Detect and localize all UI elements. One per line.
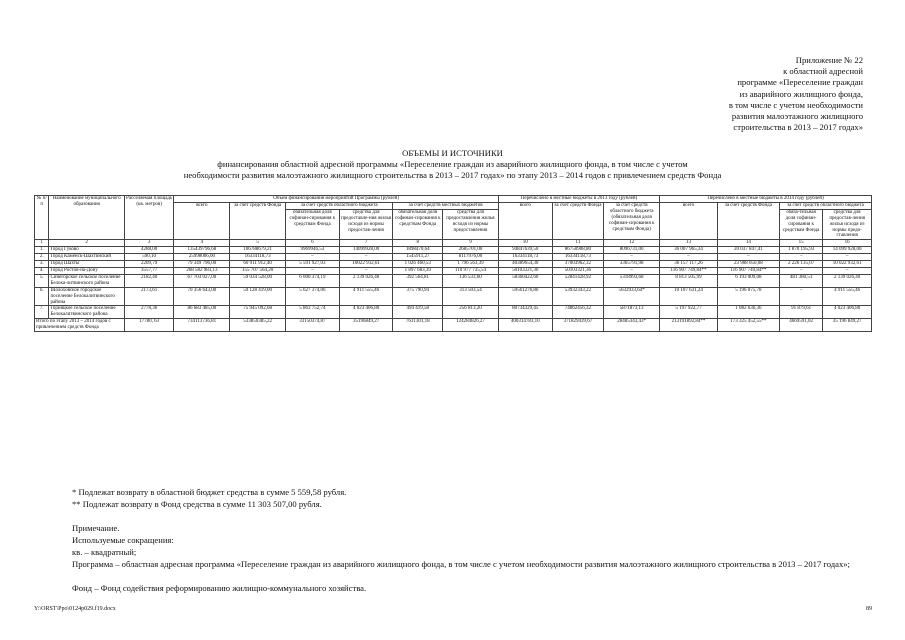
municipality-name: Шолоховское городское поселение Белокалитвинского района (49, 287, 124, 306)
table-cell: 59561276,86 (498, 287, 552, 306)
header-mandatory-local: обязательная доля софинан-сирования к средствам Фонда (393, 209, 443, 240)
table-cell: 36 157 117,26 (660, 261, 718, 268)
table-cell: 2778,36 (124, 306, 174, 319)
header-fund-2014: за счет средств Фонда (717, 202, 779, 239)
appendix-line: строительства в 2013 – 2017 годах» (733, 122, 863, 133)
table-cell: 2173,61 (124, 287, 174, 306)
table-cell: 94847639,50 (498, 247, 552, 254)
table-cell: 58360422,60 (498, 274, 552, 287)
col-number: 10 (498, 240, 552, 247)
col-number: 16 (823, 240, 872, 247)
row-number: 1. (35, 247, 49, 254)
table-cell: – (604, 254, 660, 261)
table-cell: 50103321,36 (498, 267, 552, 274)
table-cell: 50103321,36 (552, 267, 604, 274)
table-cell: 400314783,10 (498, 319, 552, 332)
table-cell: 1 870 195,93 (779, 247, 822, 254)
page-number: 89 (866, 606, 872, 612)
table-cell: 3365791,98 (604, 261, 660, 268)
col-number: 9 (443, 240, 499, 247)
row-number: 4. (35, 267, 49, 274)
table-cell: 16334118,73 (552, 254, 604, 261)
table-cell: 4 023 406,80 (823, 306, 872, 319)
header-total-2014: всего (660, 202, 718, 239)
file-path: Y:\ORST\Ppo\0124p029.f19.docx (34, 606, 116, 612)
municipality-name: Горняцкое сельское поселение Белокалитвинского района (49, 306, 124, 319)
table-cell: 4 911 555,46 (339, 287, 393, 306)
col-number: 15 (779, 240, 822, 247)
table-cell: 75 945 092,68 (230, 306, 286, 319)
table-row (35, 267, 872, 274)
col-number: 14 (717, 240, 779, 247)
table-cell: 3557,77 (124, 267, 174, 274)
table-row (35, 274, 872, 287)
table-cell: 52841428,92 (552, 274, 604, 287)
table-cell: 590,10 (124, 254, 174, 261)
municipality-name: Город Шахты (49, 261, 124, 268)
table-cell: – (779, 254, 822, 261)
table-cell: 2 139 026,40 (823, 274, 872, 287)
document-title: ОБЪЕМЫ И ИСТОЧНИКИ (402, 148, 503, 158)
table-body (35, 247, 872, 319)
col-number: 12 (604, 240, 660, 247)
table-cell: 53932343,22 (552, 287, 604, 306)
municipality-name: Город Каменск-Шахтинский (49, 254, 124, 261)
abbreviation-item: Фонд – Фонд содействия реформированию жилищно-коммунального хозяйства. (72, 583, 367, 593)
table-cell: 5871873,13 (604, 306, 660, 319)
table-cell: 1 082 636,36 (717, 306, 779, 319)
table-cell: 135439796,68 (174, 247, 230, 254)
appendix-header (643, 55, 863, 133)
table-row (35, 254, 872, 261)
table-cell: 1 026 460,53 (393, 261, 443, 268)
table-cell: 4288,00 (124, 247, 174, 254)
appendix-line: развития малоэтажного жилищного (731, 111, 863, 122)
table-cell: 533850385,22 (230, 319, 286, 332)
table-cell: 59 034 528,00 (230, 274, 286, 287)
table-cell: 106788679,21 (230, 247, 286, 254)
header-volume: Объем финансирования мероприятий Программы (рублей) (174, 196, 498, 203)
footnote-regional-return: * Подлежат возврату в областной бюджет средства в сумме 5 559,58 рубля. (72, 487, 347, 497)
table-cell: 2182,40 (124, 274, 174, 287)
table-row (35, 287, 872, 306)
table-cell: 155 707 564,20 (230, 267, 286, 274)
table-cell: 734113736,81 (174, 319, 230, 332)
table-cell: – (717, 254, 779, 261)
header-mandatory-2014: обяза-тельная доля софинан-сирования к средствам Фонда (779, 209, 822, 240)
header-regional-2014: за счет средств областного бюджета (779, 202, 871, 209)
col-number: 5 (230, 240, 286, 247)
header-extra-regional: средства для предоставле-ния жилья исходя из нормы предостав-ления (339, 209, 393, 240)
financing-table (34, 195, 872, 332)
table-cell: 4 911 555,46 (823, 287, 872, 306)
table-cell: 10022 932,61 (339, 261, 393, 268)
header-fund: за счет средств Фонда (230, 202, 286, 239)
table-cell: 8 813 505,99 (660, 274, 718, 287)
table-cell: 14 099 928,00 (823, 247, 872, 254)
table-cell: 375 790,94 (393, 287, 443, 306)
table-cell: 59 128 419,00 (230, 287, 286, 306)
col-number: 8 (393, 240, 443, 247)
appendix-line: к областной адресной (783, 66, 863, 77)
table-cell: 136 533,60 (443, 274, 499, 287)
table-cell: 74862456,32 (552, 306, 604, 319)
total-row (35, 319, 872, 332)
table-cell: 1 897 683,39 (393, 267, 443, 274)
header-name: Наименование муниципального образования (49, 196, 124, 240)
header-num: № п/п (35, 196, 49, 240)
table-row (35, 247, 872, 254)
table-cell: 33150374,87 (286, 319, 340, 332)
appendix-line: Приложение № 22 (795, 55, 863, 65)
note-heading: Примечание. (72, 523, 120, 533)
table-cell: 60 911 912,40 (230, 261, 286, 268)
col-number: 4 (174, 240, 230, 247)
table-cell: 70 356 643,00 (174, 287, 230, 306)
table-cell: 110 977 735,54 (443, 267, 499, 274)
table-cell: 9969946,53 (286, 247, 340, 254)
table-cell: 268 582 983,13 (174, 267, 230, 274)
header-extra-2014: средства для предостав-ления жилья исходя из нормы предо-ставления (823, 209, 872, 240)
table-cell: 80734329,45 (498, 306, 552, 319)
table-cell: 4 023 406,80 (339, 306, 393, 319)
col-number: 3 (124, 240, 174, 247)
table-cell: 86750908,80 (552, 247, 604, 254)
table-cell: 1545911,27 (393, 254, 443, 261)
header-fund-2013: за счет средств Фонда (552, 202, 604, 239)
table-cell: 28485343,43* (604, 319, 660, 332)
row-number: 5. (35, 274, 49, 287)
table-cell: 16334118,73 (230, 254, 286, 261)
table-cell: 124284826,27 (443, 319, 499, 332)
col-number: 1 (35, 240, 49, 247)
table-cell: 5 591 927,03 (286, 261, 340, 268)
table-cell: 40389654,30 (498, 261, 552, 268)
col-number: 7 (339, 240, 393, 247)
table-cell: – (823, 254, 872, 261)
appendix-line: из аварийного жилищного фонда, (739, 88, 863, 99)
table-row (35, 261, 872, 268)
table-cell: 1898470,64 (393, 247, 443, 254)
municipality-name: Город Гуково (49, 247, 124, 254)
table-cell: 17780, 63 (124, 319, 174, 332)
col-number: 13 (660, 240, 718, 247)
table-row (35, 306, 872, 319)
col-number: 6 (286, 240, 340, 247)
table-cell: 116 907 749,84** (717, 267, 779, 274)
table-cell: 5318993,68 (604, 274, 660, 287)
table-cell: 86 683 485,00 (174, 306, 230, 319)
table-cell: – (339, 254, 393, 261)
table-cell: – (286, 254, 340, 261)
table-cell: 2209,79 (124, 261, 174, 268)
abbreviations-heading: Используемые сокращения: (72, 535, 174, 545)
col-number: 11 (552, 240, 604, 247)
header-extra-local: средства для предоставления жилья исходя из нормы предоставления (443, 209, 499, 240)
table-cell: 4669591,02 (779, 319, 822, 332)
table-cell: – (779, 267, 822, 274)
table-cell: 494 419,58 (393, 306, 443, 319)
table-cell: 8117976,00 (443, 254, 499, 261)
header-area: Расселяемая площадь (кв. метров) (124, 196, 174, 240)
table-cell: 6 000 374,19 (286, 274, 340, 287)
table-cell: – (339, 267, 393, 274)
abbreviation-item: Программа – областная адресная программа «Переселение граждан из аварийного жилищного фонда, в том числе с учетом необходимости развития малоэтажного жилищного строительства в 2013 – 2017 годах»; (72, 559, 850, 569)
row-number: 7. (35, 306, 49, 319)
table-cell: 35196849,27 (339, 319, 393, 332)
table-cell: 16334118,73 (498, 254, 552, 261)
appendix-line: в том числе с учетом необходимости (728, 99, 863, 110)
table-cell: 1 796 563,39 (443, 261, 499, 268)
header-transfer-2014: Перечислено в местные бюджеты в 2014 году (рублей) (660, 196, 872, 203)
table-cell: 371829439,67 (552, 319, 604, 332)
table-cell: 14099928,00 (339, 247, 393, 254)
table-cell: 37003962,32 (552, 261, 604, 268)
table-cell: 5 196 075,78 (717, 287, 779, 306)
table-cell: 35 196 849,27 (823, 319, 872, 332)
table-cell: 5632933,64* (604, 287, 660, 306)
table-cell: 5 863 752,74 (286, 306, 340, 319)
municipality-name: Синегорское сельское поселение Белока-литвинского района (49, 274, 124, 287)
total-label: Итого по этапу 2013 – 2014 годов с привлечением средств Фонда (35, 319, 125, 332)
table-cell: 6 193 009,08 (717, 274, 779, 287)
table-cell: 25998006,00 (174, 254, 230, 261)
header-mandatory-share: обязательная доля софинан-сирования к средствам Фонда (286, 209, 340, 240)
header-regional-2013: за счет средств областного бюджета (обязательная доля софинан-сирования к средствам Фонда) (604, 202, 660, 239)
table-cell: – (779, 287, 822, 306)
table-cell: 313 503,54 (443, 287, 499, 306)
row-number: 3. (35, 261, 49, 268)
table-cell: 8096731,00 (604, 247, 660, 254)
row-number: 6. (35, 287, 49, 306)
table-cell: 2685701,00 (443, 247, 499, 254)
document-subtitle-line: финансирования областной адресной программы «Переселение граждан из аварийного жилищного фонда, в том числе с учетом (217, 159, 688, 169)
table-cell: 10 107 631,24 (660, 287, 718, 306)
table-cell: 91 879,61 (779, 306, 822, 319)
table-cell: 481 380,51 (779, 274, 822, 287)
table-cell: – (604, 267, 660, 274)
table-cell: 20 037 847,41 (717, 247, 779, 254)
table-cell: 10 022 932,61 (823, 261, 872, 268)
abbreviation-item: кв. – квадратный; (72, 547, 137, 557)
table-cell: 67 703 027,00 (174, 274, 230, 287)
header-total: всего (174, 202, 230, 239)
table-cell: 5 197 922,77 (660, 306, 718, 319)
table-cell: 7631301,18 (393, 319, 443, 332)
document-subtitle-line: необходимости развития малоэтажного жилищного строительства в 2013 – 2017 годах» по этапу 2013 – 2014 годов с привлечением средств Фонда (183, 170, 722, 180)
table-cell: 2 139 026,40 (339, 274, 393, 287)
table-cell: 79 349 796,00 (174, 261, 230, 268)
header-local: за счет средств местных бюджетов (393, 202, 498, 209)
header-regional: за счет средств областного бюджета (286, 202, 393, 209)
municipality-name: Город Ростов-на-Дону (49, 267, 124, 274)
table-cell: 36 007 965,34 (660, 247, 718, 254)
header-transfer-2013: Перечислено в местные бюджеты в 2013 году (рублей) (498, 196, 659, 203)
appendix-line: программе «Переселение граждан (737, 77, 863, 88)
table-cell: 392 564,81 (393, 274, 443, 287)
col-number: 2 (49, 240, 124, 247)
table-cell: 2 226 135,07 (779, 261, 822, 268)
table-cell: – (286, 267, 340, 274)
table-cell: 256 813,20 (443, 306, 499, 319)
row-number: 2. (35, 254, 49, 261)
table-cell: – (823, 267, 872, 274)
table-cell: 173 325 452,55** (717, 319, 779, 332)
header-total-2013: всего (498, 202, 552, 239)
table-cell: 116 907 749,84** (660, 267, 718, 274)
table-cell: 213191892,84** (660, 319, 718, 332)
table-cell: 5 627 374,06 (286, 287, 340, 306)
table-cell: 23 908 050,08 (717, 261, 779, 268)
table-cell: – (660, 254, 718, 261)
footnote-fund-return: ** Подлежат возврату в Фонд средства в сумме 11 303 507,00 рубля. (72, 499, 322, 509)
